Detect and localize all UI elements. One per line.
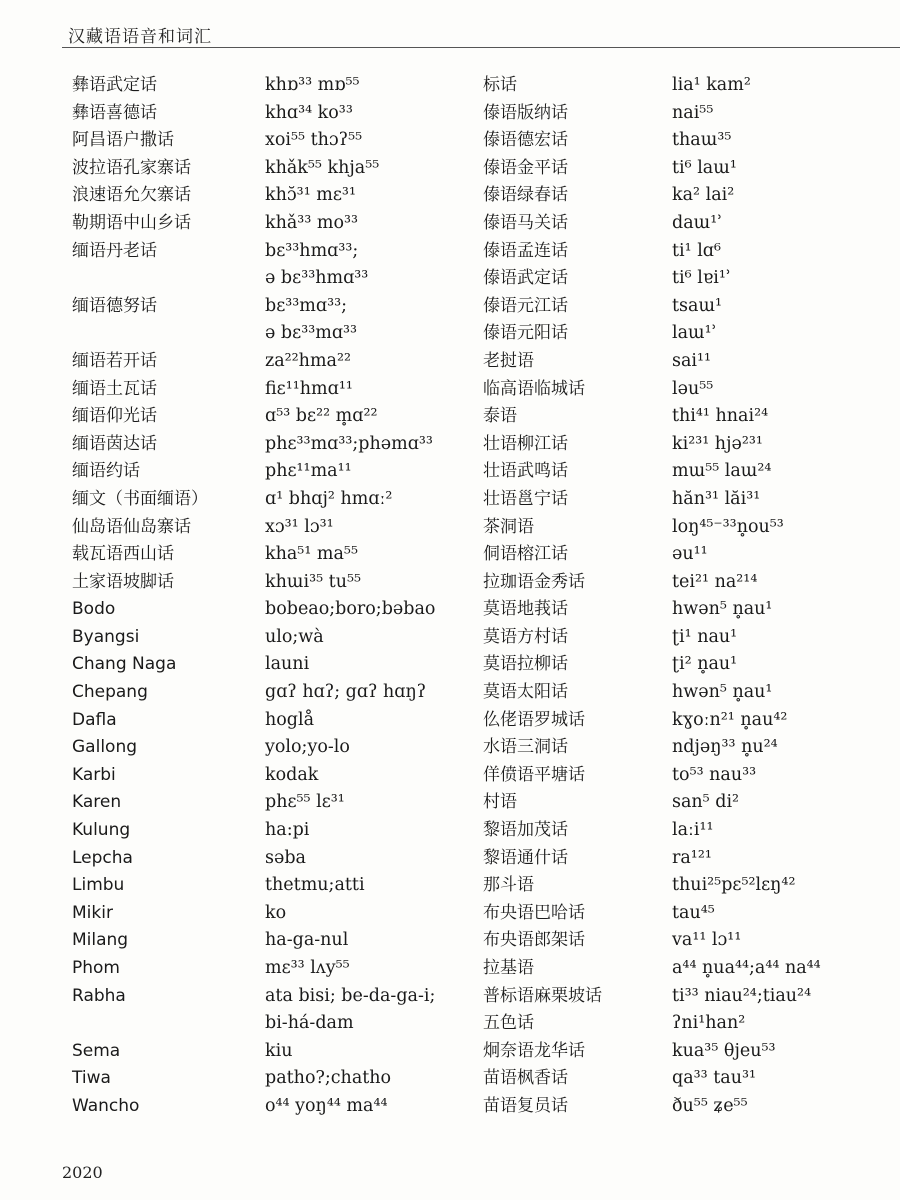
language-name-left: 缅语土瓦话 <box>72 378 157 399</box>
language-name-right: 壮语武鸣话 <box>483 461 568 482</box>
language-name-left: 土家语坡脚话 <box>72 571 174 592</box>
language-name-right: 普标语麻栗坡话 <box>483 985 602 1006</box>
language-name-right: 傣语金平话 <box>483 157 568 178</box>
language-name-left: Sema <box>72 1040 121 1061</box>
word-form-right: kɣoːn²¹ n̥au⁴² <box>672 709 788 730</box>
word-form-right: kua³⁵ θjeu⁵³ <box>672 1040 776 1061</box>
word-form-right: ki²³¹ hjə²³¹ <box>672 433 763 454</box>
language-name-left: 彝语喜德话 <box>72 102 157 123</box>
word-form-right: ʈi² n̥au¹ <box>672 654 738 675</box>
language-name-right: 仫佬语罗城话 <box>483 709 585 730</box>
word-form-right: va¹¹ lɔ¹¹ <box>672 930 742 951</box>
language-name-left: 缅语仰光话 <box>72 406 157 427</box>
language-name-left: 缅语丹老话 <box>72 240 157 261</box>
language-name-left: 缅语德努话 <box>72 295 157 316</box>
word-form-left: ha:pi <box>265 820 310 841</box>
word-form-left: ha-ga-nul <box>265 930 349 951</box>
word-form-left: ata bisi; be-da-ga-i; <box>265 985 436 1006</box>
language-name-right: 拉基语 <box>483 958 534 978</box>
language-name-left: 波拉语孔家寨话 <box>72 157 191 178</box>
table-row <box>0 320 900 348</box>
language-name-left: Dafla <box>72 709 117 730</box>
word-form-right: hwən⁵ n̥au¹ <box>672 682 773 703</box>
word-form-left: bɛ³³mɑ³³; <box>265 295 348 316</box>
word-form-left: kiu <box>265 1040 293 1061</box>
language-name-right: 老挝语 <box>483 350 534 371</box>
word-form-right: lia¹ kam² <box>672 75 751 95</box>
table-row <box>0 872 900 900</box>
word-form-left: khǎ³³ mo³³ <box>265 212 359 233</box>
language-name-left: 彝语武定话 <box>72 75 157 95</box>
table-row <box>0 155 900 183</box>
language-name-right: 傣语孟连话 <box>483 240 568 261</box>
table-row <box>0 762 900 790</box>
language-name-right: 拉珈语金秀话 <box>483 571 585 592</box>
table-row <box>0 431 900 459</box>
word-form-right: laːi¹¹ <box>672 820 714 841</box>
language-name-right: 傣语版纳话 <box>483 102 568 123</box>
language-name-right: 傣语绿春话 <box>483 185 568 206</box>
language-name-right: 壮语柳江话 <box>483 433 568 454</box>
table-row <box>0 789 900 817</box>
language-name-left: Tiwa <box>72 1068 111 1089</box>
word-form-left: mɛ³³ lʌy⁵⁵ <box>265 958 350 978</box>
language-name-left: Kulung <box>72 820 131 841</box>
word-form-left: bobeao;boro;bəbao <box>265 599 436 620</box>
table-row <box>0 845 900 873</box>
language-name-right: 五色话 <box>483 1013 534 1034</box>
word-form-left: hoglå <box>265 709 315 730</box>
word-form-right: ti⁶ lɐi¹ʾ <box>672 268 732 289</box>
language-name-left: Gallong <box>72 737 138 758</box>
word-form-right: ra¹²¹ <box>672 847 712 868</box>
language-name-right: 莫语方村话 <box>483 626 568 647</box>
word-form-left: xɔ³¹ lɔ³¹ <box>265 516 334 537</box>
language-name-left: 浪速语允欠寨话 <box>72 185 191 206</box>
language-name-left: 阿昌语户撒话 <box>72 130 174 151</box>
word-form-left: o⁴⁴ yoŋ⁴⁴ ma⁴⁴ <box>265 1095 388 1116</box>
language-name-left: 载瓦语西山话 <box>72 544 174 565</box>
table-row <box>0 817 900 845</box>
language-name-right: 苗语枫香话 <box>483 1068 568 1089</box>
word-form-right: laɯ¹ʾ <box>672 323 718 344</box>
table-row <box>0 1038 900 1066</box>
table-row <box>0 734 900 762</box>
language-name-right: 莫语地莪话 <box>483 599 568 620</box>
word-form-left: fiɛ¹¹hmɑ¹¹ <box>265 378 353 399</box>
word-form-left: kodak <box>265 764 319 785</box>
word-form-right: loŋ⁴⁵⁻³³n̥ou⁵³ <box>672 516 784 537</box>
word-form-left: phɛ⁵⁵ lɛ³¹ <box>265 792 345 813</box>
language-name-right: 临高语临城话 <box>483 378 585 399</box>
word-form-left: yolo;yo-lo <box>265 737 350 758</box>
language-name-left: Milang <box>72 930 129 951</box>
language-name-right: 佯偾语平塘话 <box>483 764 585 785</box>
word-form-right: thi⁴¹ hnai²⁴ <box>672 406 769 427</box>
language-name-right: 莫语拉柳话 <box>483 654 568 675</box>
word-form-right: tei²¹ na²¹⁴ <box>672 571 758 592</box>
table-row <box>0 127 900 155</box>
table-row <box>0 707 900 735</box>
word-form-right: thui²⁵pɛ⁵²lɛŋ⁴² <box>672 875 796 896</box>
word-form-right: ʔni¹han² <box>672 1013 746 1034</box>
table-row <box>0 1010 900 1038</box>
word-form-left: khɔ̆³¹ mɛ³¹ <box>265 185 356 206</box>
word-form-left: ɑ⁵³ bɛ²² m̥ɑ²² <box>265 406 378 427</box>
language-name-right: 泰语 <box>483 406 517 427</box>
header-rule <box>62 47 900 48</box>
table-row <box>0 265 900 293</box>
word-form-right: ndjəŋ³³ n̥u²⁴ <box>672 737 778 758</box>
language-name-right: 标话 <box>483 75 517 95</box>
language-name-right: 傣语元阳话 <box>483 323 568 344</box>
table-row <box>0 541 900 569</box>
table-row <box>0 376 900 404</box>
word-form-left: bi-há-dam <box>265 1013 354 1034</box>
language-name-right: 莫语太阳话 <box>483 682 568 703</box>
word-form-right: qa³³ tau³¹ <box>672 1068 756 1089</box>
language-name-right: 傣语元江话 <box>483 295 568 316</box>
table-row <box>0 210 900 238</box>
language-name-right: 傣语武定话 <box>483 268 568 289</box>
language-name-left: Karbi <box>72 764 116 785</box>
language-name-left: Rabha <box>72 985 126 1006</box>
word-form-right: ti¹ lɑ⁶ <box>672 240 722 261</box>
word-form-left: phɛ¹¹ma¹¹ <box>265 461 352 482</box>
word-form-left: xoi⁵⁵ thɔʔ⁵⁵ <box>265 130 363 151</box>
word-form-right: ləu⁵⁵ <box>672 378 714 399</box>
language-name-right: 水语三洞话 <box>483 737 568 758</box>
language-name-right: 布央语巴哈话 <box>483 902 585 923</box>
table-row <box>0 238 900 266</box>
table-row <box>0 348 900 376</box>
table-row <box>0 293 900 321</box>
table-row <box>0 900 900 928</box>
language-name-left: Mikir <box>72 902 113 923</box>
word-form-left: patho?;chatho <box>265 1068 392 1089</box>
word-form-left: phɛ³³mɑ³³;phəmɑ³³ <box>265 433 433 454</box>
language-name-left: Chepang <box>72 682 148 703</box>
word-form-left: bɛ³³hmɑ³³; <box>265 240 359 261</box>
table-row <box>0 100 900 128</box>
word-form-right: ti³³ niau²⁴;tiau²⁴ <box>672 985 812 1006</box>
word-form-right: ka² lai² <box>672 185 735 206</box>
table-row <box>0 1065 900 1093</box>
table-row <box>0 569 900 597</box>
language-name-left: Wancho <box>72 1095 140 1116</box>
running-header: 汉藏语语音和词汇 <box>68 27 212 47</box>
language-name-right: 茶洞语 <box>483 516 534 537</box>
language-name-left: 缅语茵达话 <box>72 433 157 454</box>
language-name-right: 傣语马关话 <box>483 212 568 233</box>
word-form-right: daɯ¹ʾ <box>672 212 723 233</box>
table-row <box>0 72 900 100</box>
language-name-left: 勒期语中山乡话 <box>72 212 191 233</box>
word-form-left: kha⁵¹ ma⁵⁵ <box>265 544 358 565</box>
language-name-right: 壮语邕宁话 <box>483 488 568 509</box>
word-form-right: a⁴⁴ n̥ua⁴⁴;a⁴⁴ na⁴⁴ <box>672 958 821 978</box>
language-name-left: 仙岛语仙岛寨话 <box>72 516 191 537</box>
language-name-right: 那斗语 <box>483 875 534 896</box>
table-row <box>0 1093 900 1121</box>
word-form-right: ðu⁵⁵ ʑe⁵⁵ <box>672 1095 748 1116</box>
table-row <box>0 596 900 624</box>
word-form-right: mɯ⁵⁵ laɯ²⁴ <box>672 461 772 482</box>
table-row <box>0 182 900 210</box>
table-row <box>0 486 900 514</box>
language-name-right: 村语 <box>483 792 517 813</box>
word-list-table <box>0 72 900 1121</box>
word-form-right: ʈi¹ nau¹ <box>672 626 738 647</box>
word-form-left: za²²hma²² <box>265 350 352 371</box>
word-form-left: ulo;wà <box>265 626 324 647</box>
word-form-right: thaɯ³⁵ <box>672 130 732 151</box>
language-name-right: 侗语榕江话 <box>483 544 568 565</box>
language-name-left: Phom <box>72 958 120 978</box>
language-name-right: 苗语复员话 <box>483 1095 568 1116</box>
word-form-right: sai¹¹ <box>672 350 712 371</box>
language-name-right: 傣语德宏话 <box>483 130 568 151</box>
table-row <box>0 624 900 652</box>
table-row <box>0 927 900 955</box>
language-name-right: 黎语通什话 <box>483 847 568 868</box>
table-row <box>0 955 900 983</box>
word-form-right: nai⁵⁵ <box>672 102 714 123</box>
language-name-right: 黎语加茂话 <box>483 820 568 841</box>
page-number: 2020 <box>62 1163 103 1182</box>
table-row <box>0 458 900 486</box>
word-form-left: ə bɛ³³hmɑ³³ <box>265 268 369 289</box>
word-form-right: tsaɯ¹ <box>672 295 723 316</box>
word-form-left: launi <box>265 654 310 675</box>
language-name-left: 缅语若开话 <box>72 350 157 371</box>
table-row <box>0 983 900 1011</box>
word-form-left: khɑ³⁴ ko³³ <box>265 102 353 123</box>
word-form-right: tau⁴⁵ <box>672 902 715 923</box>
language-name-left: Bodo <box>72 599 116 620</box>
language-name-right: 炯奈语龙华话 <box>483 1040 585 1061</box>
word-form-left: səba <box>265 847 306 868</box>
word-form-right: to⁵³ nau³³ <box>672 764 757 785</box>
language-name-left: 缅文（书面缅语） <box>72 488 208 509</box>
language-name-left: Chang Naga <box>72 654 177 675</box>
word-form-right: hăn³¹ lăi³¹ <box>672 488 761 509</box>
language-name-left: Byangsi <box>72 626 140 647</box>
word-form-left: khɒ³³ mɒ⁵⁵ <box>265 75 360 95</box>
table-row <box>0 651 900 679</box>
word-form-left: ɑ¹ bhɑj² hmɑː² <box>265 488 393 509</box>
language-name-left: Limbu <box>72 875 125 896</box>
word-form-right: hwən⁵ n̥au¹ <box>672 599 773 620</box>
word-form-left: ə bɛ³³mɑ³³ <box>265 323 358 344</box>
table-row <box>0 679 900 707</box>
language-name-left: Lepcha <box>72 847 133 868</box>
word-form-left: khǎk⁵⁵ khja⁵⁵ <box>265 157 380 178</box>
word-form-left: thetmu;atti <box>265 875 365 896</box>
word-form-left: khɯi³⁵ tu⁵⁵ <box>265 571 361 592</box>
language-name-left: 缅语约话 <box>72 461 140 482</box>
language-name-left: Karen <box>72 792 122 813</box>
word-form-right: san⁵ di² <box>672 792 740 813</box>
table-row <box>0 514 900 542</box>
word-form-left: ko <box>265 902 287 923</box>
table-row <box>0 403 900 431</box>
word-form-left: gɑʔ hɑʔ; gɑʔ hɑŋʔ <box>265 682 427 703</box>
word-form-right: əu¹¹ <box>672 544 708 565</box>
word-form-right: ti⁶ laɯ¹ <box>672 157 737 178</box>
language-name-right: 布央语郎架话 <box>483 930 585 951</box>
